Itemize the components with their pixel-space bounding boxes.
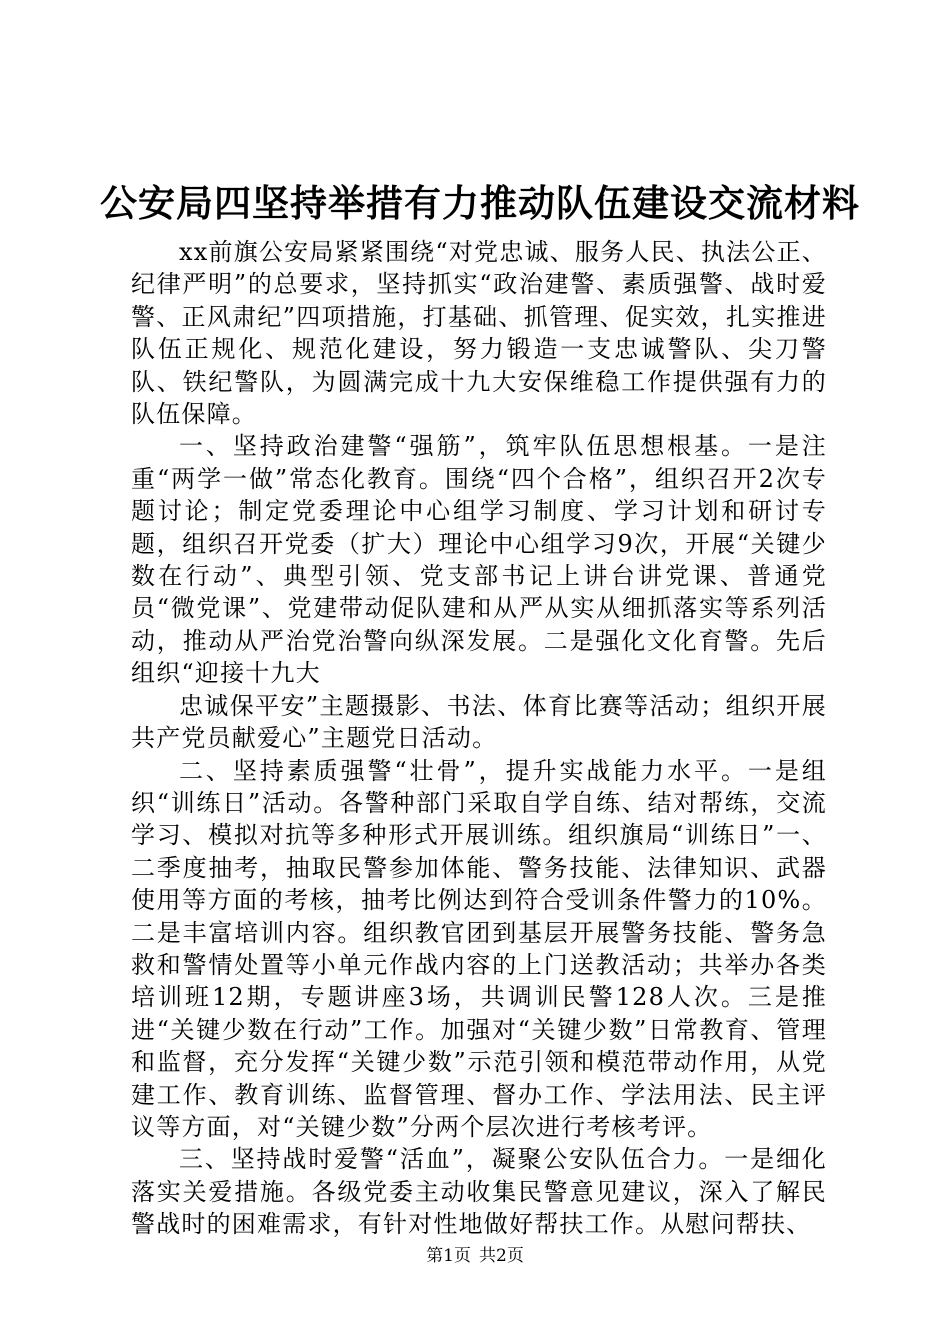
document-body <box>131 236 827 1241</box>
paragraph-section-1: 一、坚持政治建警“强筋”，筑牢队伍思想根基。一是注重“两学一做”常态化教育。围绕“四个合格”，组织召开2次专题讨论；制定党委理论中心组学习制度、学习计划和研讨专题，组织召开党委（扩大）理论中心组学习9次，开展“关键少数在行动”、典型引领、党支部书记上讲台讲党课、普通党员“微党课”、党建带动促队建和从严从实从细抓落实等系列活动，推动从严治党治警向纵深发展。二是强化文化育警。先后组织“迎接十九大 <box>131 432 827 688</box>
document-title: 公安局四坚持举措有力推动队伍建设交流材料 <box>100 181 860 225</box>
page-total: 共2页 <box>479 1246 524 1266</box>
paragraph-section-2: 二、坚持素质强警“壮骨”，提升实战能力水平。一是组织“训练日”活动。各警种部门采取自学自练、结对帮练，交流学习、模拟对抗等多种形式开展训练。组织旗局“训练日”一、二季度抽考，抽取民警参加体能、警务技能、法律知识、武器使用等方面的考核，抽考比例达到符合受训条件警力的10%。二是丰富培训内容。组织教官团到基层开展警务技能、警务急救和警情处置等小单元作战内容的上门送教活动；共举办各类培训班12期，专题讲座3场，共调训民警128人次。三是推进“关键少数在行动”工作。加强对“关键少数”日常教育、管理和监督，充分发挥“关键少数”示范引领和模范带动作用，从党建工作、教育训练、监督管理、督办工作、学法用法、民主评议等方面，对“关键少数”分两个层次进行考核考评。 <box>131 756 827 1141</box>
paragraph-section-1-continued: 忠诚保平安”主题摄影、书法、体育比赛等活动；组织开展共产党员献爱心”主题党日活动。 <box>131 691 827 753</box>
paragraph-section-3: 三、坚持战时爱警“活血”，凝聚公安队伍合力。一是细化落实关爱措施。各级党委主动收集民警意见建议，深入了解民警战时的困难需求，有针对性地做好帮扶工作。从慰问帮扶、 <box>131 1145 827 1239</box>
paragraph-intro: xx前旗公安局紧紧围绕“对党忠诚、服务人民、执法公正、纪律严明”的总要求，坚持抓实“政治建警、素质强警、战时爱警、正风肃纪”四项措施，打基础、抓管理、促实效，扎实推进队伍正规化、规范化建设，努力锻造一支忠诚警队、尖刀警队、铁纪警队，为圆满完成十九大安保维稳工作提供强有力的队伍保障。 <box>131 238 827 429</box>
page-footer <box>0 1244 950 1268</box>
page-number: 第1页 <box>426 1246 471 1266</box>
